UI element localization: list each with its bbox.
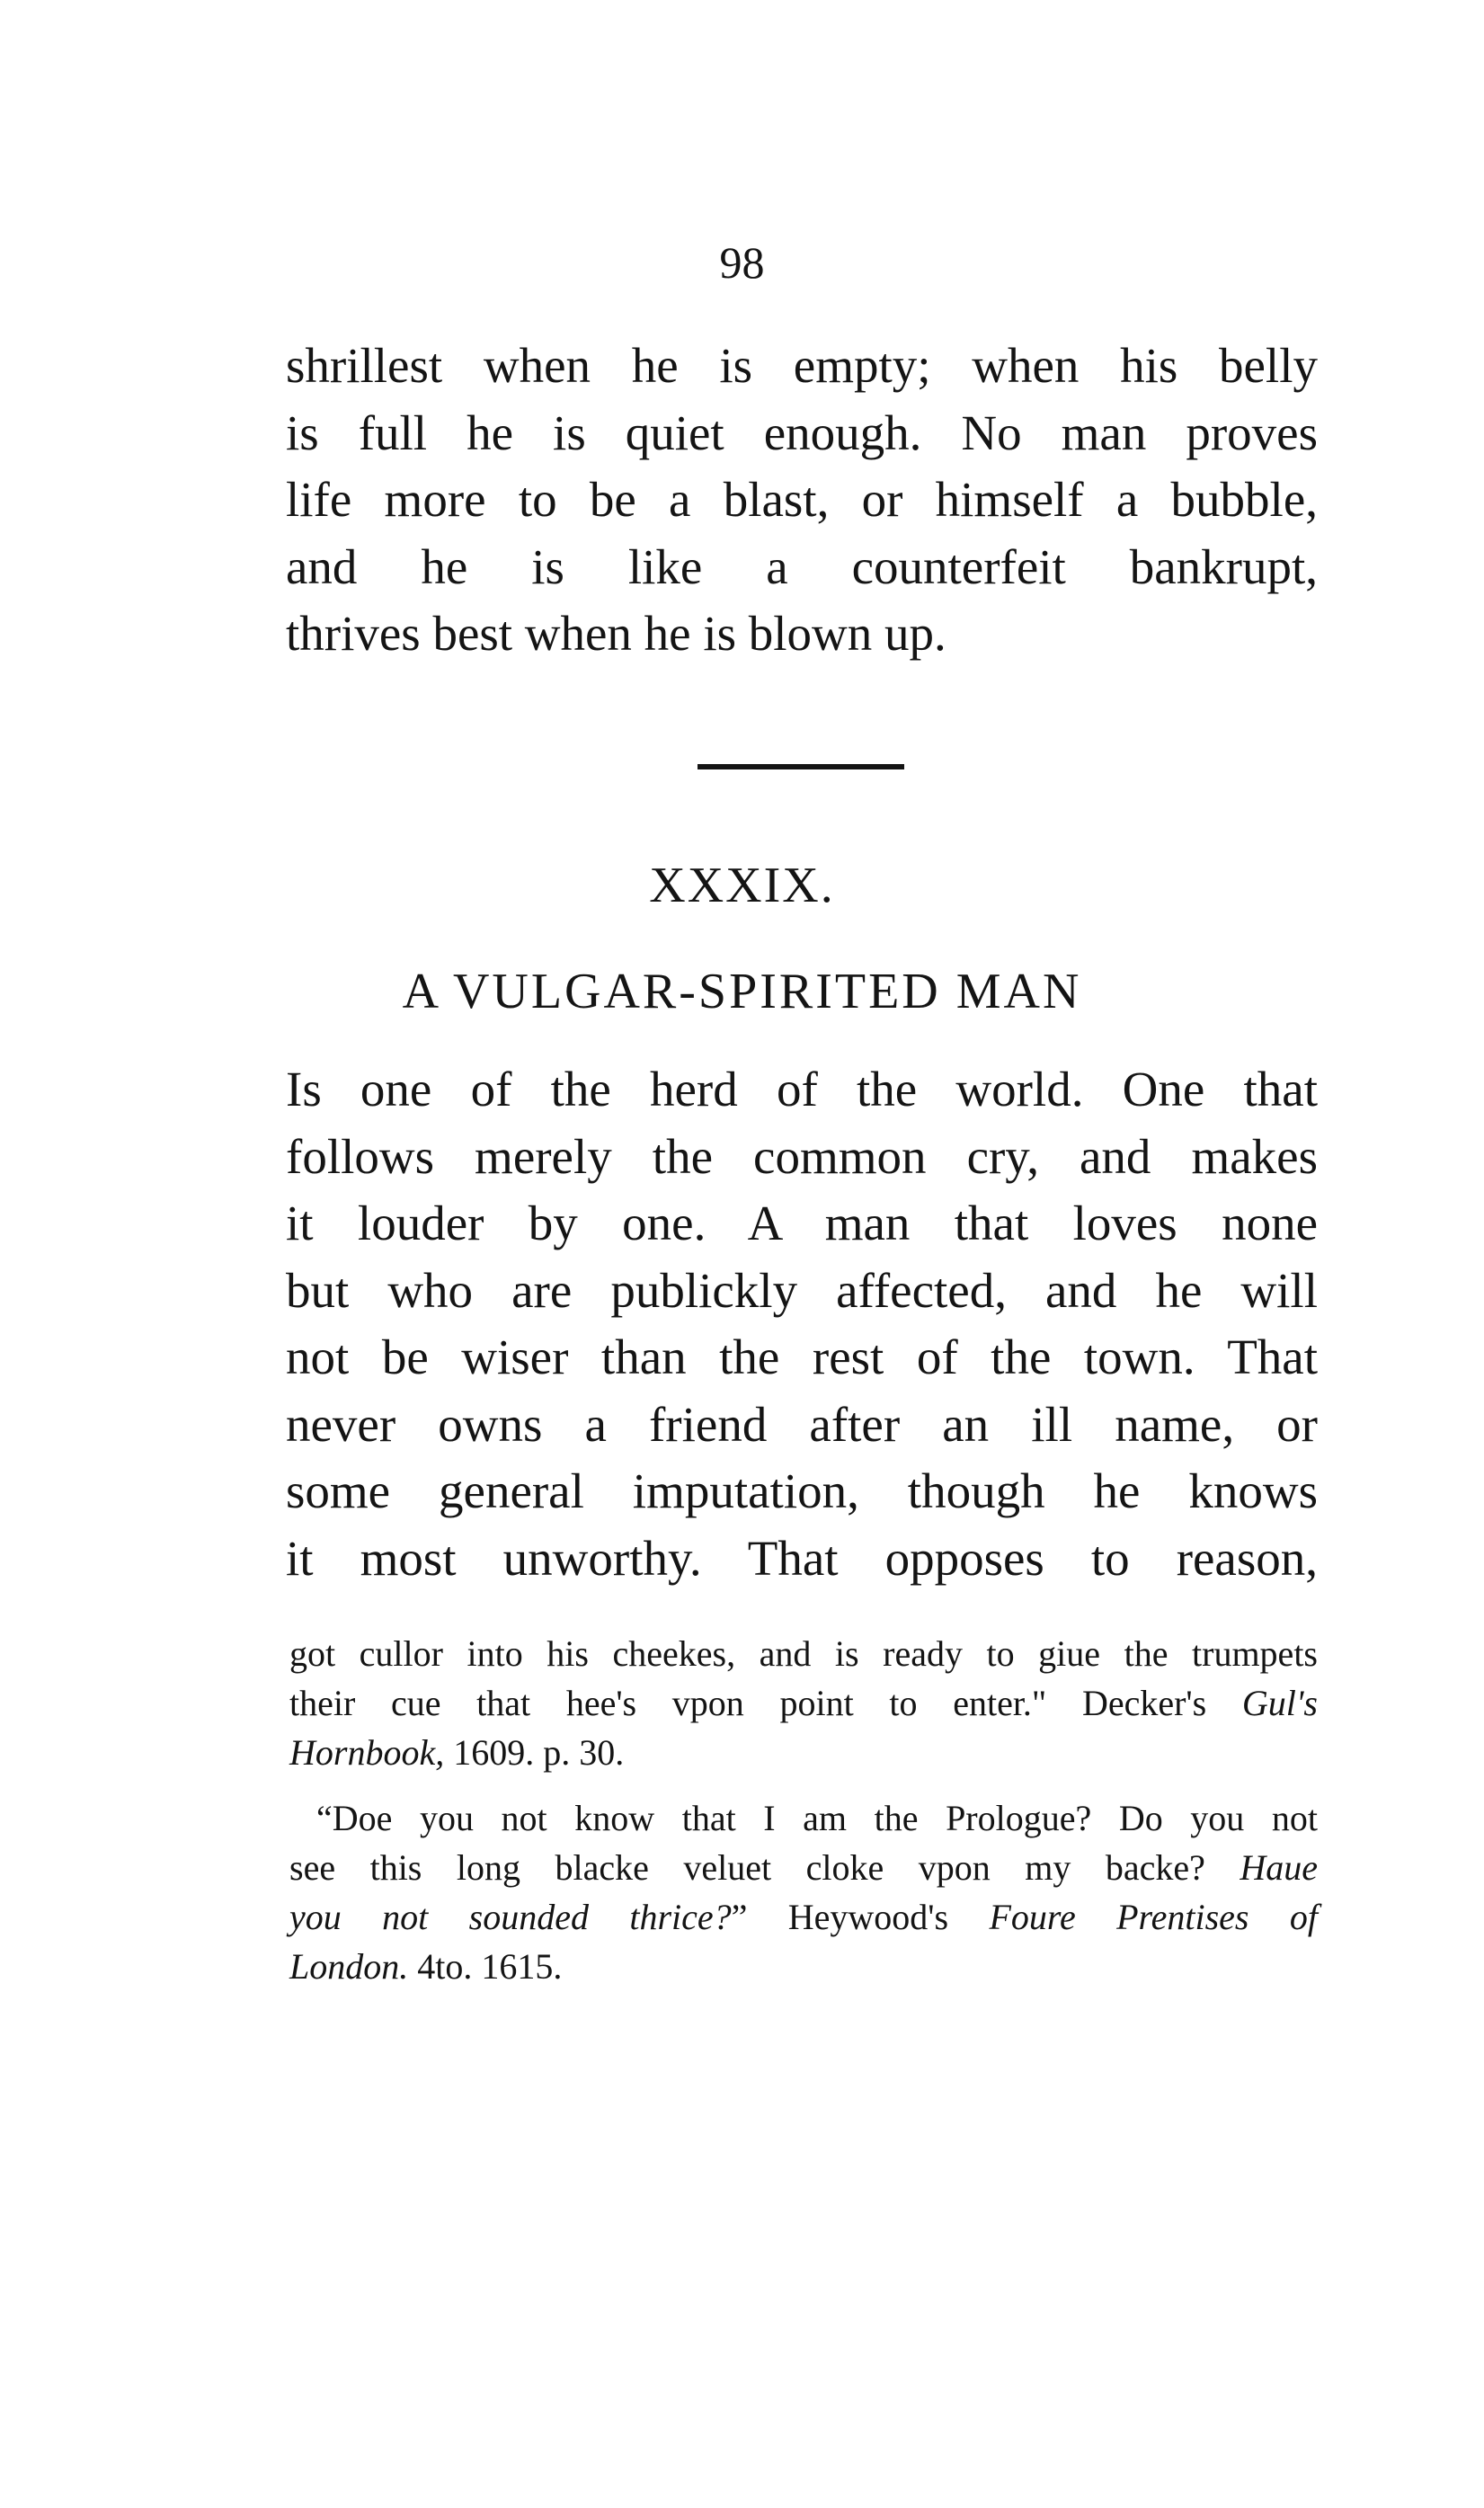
footnote-line xyxy=(289,1843,1318,1892)
text-line: follows merely the common cry, and makes xyxy=(286,1128,1318,1184)
footnote-italic: Foure Prentises of xyxy=(989,1897,1318,1937)
footnote-italic: Haue xyxy=(1240,1847,1318,1888)
text-line: some general imputation, though he knows xyxy=(286,1463,1318,1518)
text-line: life more to be a blast, or himself a bubble, xyxy=(286,472,1318,527)
footnote-line: “Doe you not know that I am the Prologue? Do you not xyxy=(316,1798,1318,1838)
footnote-line xyxy=(289,1728,1318,1777)
page-number: 98 xyxy=(719,237,765,288)
text-line: it most unworthy. That opposes to reason, xyxy=(286,1530,1318,1586)
footnote-text: 4to. 1615. xyxy=(408,1946,563,1987)
footnote-line: got cullor into his cheekes, and is ready to giue the trumpets xyxy=(289,1633,1318,1674)
text-line: but who are publickly affected, and he will xyxy=(286,1262,1318,1318)
section-divider xyxy=(698,764,904,769)
section-number: XXXIX. xyxy=(649,858,835,913)
footnote-text: 1609. p. 30. xyxy=(444,1732,625,1773)
top-paragraph xyxy=(286,333,1318,668)
text-line: not be wiser than the rest of the town. That xyxy=(286,1330,1318,1384)
text-line: and he is like a counterfeit bankrupt, xyxy=(286,538,1318,594)
text-line: is full he is quiet enough. No man proves xyxy=(286,405,1318,460)
footnote-line xyxy=(289,1892,1318,1942)
footnote-italic: London. xyxy=(289,1946,409,1987)
text-line: shrillest when he is empty; when his belly xyxy=(286,338,1318,393)
text-line: never owns a friend after an ill name, or xyxy=(286,1396,1318,1452)
footnote-italic: Gul's xyxy=(1241,1683,1318,1723)
footnote-text: see this long blacke veluet cloke vpon my backe? xyxy=(289,1847,1240,1888)
footnote-line xyxy=(289,1678,1318,1728)
main-paragraph xyxy=(286,1056,1318,1592)
footnote-text: their cue that hee's vpon point to enter." Decker's xyxy=(289,1683,1242,1723)
footnote xyxy=(289,1629,1318,1777)
footnote-italic: you not sounded thrice? xyxy=(289,1897,732,1937)
section-title: A VULGAR-SPIRITED MAN xyxy=(402,964,1082,1019)
text-line: it louder by one. A man that loves none xyxy=(286,1196,1318,1250)
text-line: thrives best when he is blown up. xyxy=(286,606,946,661)
footnote-text: ” Heywood's xyxy=(731,1897,990,1937)
footnote-line xyxy=(289,1942,1318,1991)
footnote xyxy=(289,1793,1318,1991)
footnote-italic: Hornbook, xyxy=(289,1732,445,1773)
text-line: Is one of the herd of the world. One that xyxy=(286,1062,1318,1116)
